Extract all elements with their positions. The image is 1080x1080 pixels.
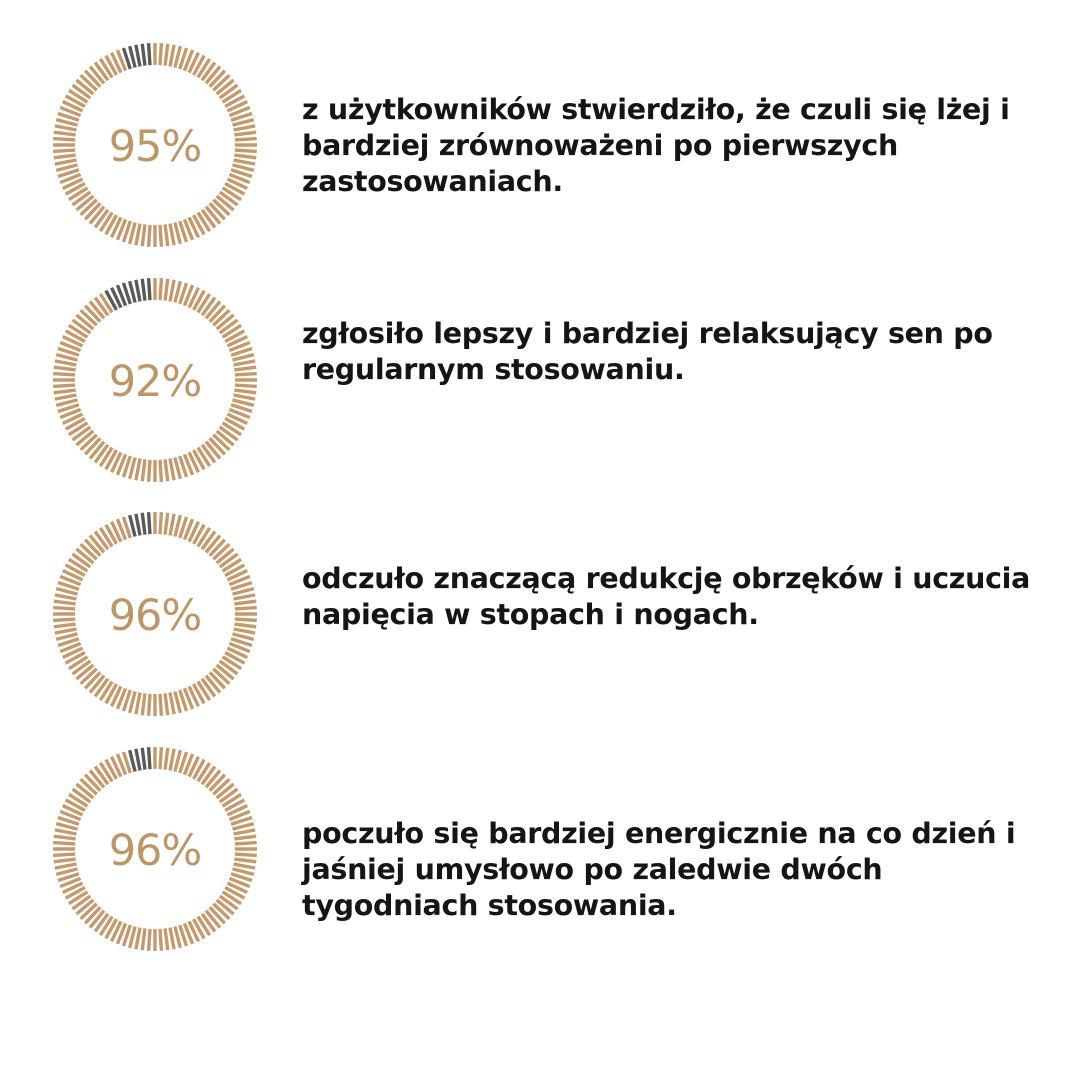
gauge-tick-filled xyxy=(142,459,145,481)
gauge-tick-filled xyxy=(160,225,161,247)
gauge-tick-filled xyxy=(55,160,77,164)
gauge-tick-filled xyxy=(165,459,168,481)
gauge-tick-filled xyxy=(234,126,256,130)
percent-gauge xyxy=(52,746,258,952)
percent-gauge xyxy=(52,277,258,483)
gauge-tick-filled xyxy=(53,854,75,855)
gauge-tick-filled xyxy=(165,513,168,535)
gauge-label: 96% xyxy=(108,826,202,876)
gauge-tick-filled xyxy=(160,43,161,65)
gauge-tick-filled xyxy=(160,747,161,769)
gauge-tick-remaining xyxy=(149,747,150,769)
gauge-tick-filled xyxy=(234,132,256,135)
gauge-tick-filled xyxy=(234,367,256,370)
gauge-tick-filled xyxy=(55,595,77,599)
gauge-tick-filled xyxy=(234,361,256,365)
gauge-tick-filled xyxy=(170,459,174,481)
gauge-tick-filled xyxy=(234,864,256,868)
gauge-tick-filled xyxy=(53,619,75,620)
gauge-tick-filled xyxy=(170,693,174,715)
gauge-tick-filled xyxy=(54,836,76,839)
gauge-tick-filled xyxy=(160,512,161,534)
gauge-tick-filled xyxy=(149,694,150,716)
gauge-tick-filled xyxy=(234,624,256,627)
gauge-tick-filled xyxy=(54,601,76,604)
gauge-tick-filled xyxy=(149,460,150,482)
gauge-tick-filled xyxy=(55,629,77,633)
gauge-tick-filled xyxy=(235,619,257,620)
gauge-tick-filled xyxy=(170,224,174,246)
gauge-tick-filled xyxy=(234,395,256,399)
gauge-tick-filled xyxy=(54,624,76,627)
gauge-tick-filled xyxy=(53,374,75,375)
percent-gauge xyxy=(52,42,258,248)
gauge-tick-filled xyxy=(234,601,256,604)
gauge-tick-filled xyxy=(235,385,257,386)
gauge-tick-filled xyxy=(53,139,75,140)
gauge-tick-filled xyxy=(165,693,168,715)
gauge-tick-filled xyxy=(160,460,161,482)
gauge-label: 96% xyxy=(108,591,202,641)
gauge-tick-remaining xyxy=(149,278,150,300)
gauge-tick-filled xyxy=(234,859,256,862)
gauge-tick-filled xyxy=(235,139,257,140)
gauge-tick-filled xyxy=(136,459,140,481)
gauge-tick-filled xyxy=(55,864,77,868)
gauge-tick-filled xyxy=(149,225,150,247)
gauge-tick-remaining xyxy=(142,279,145,301)
gauge-tick-filled xyxy=(165,279,168,301)
gauge-tick-filled xyxy=(55,395,77,399)
gauge-tick-filled xyxy=(142,928,145,950)
stat-description: z użytkowników stwierdziło, że czuli się lżej i bardziej zrównoważeni po pierwszych zastosowaniach. xyxy=(302,93,1010,198)
gauge-tick-filled xyxy=(170,280,174,302)
gauge-tick-filled xyxy=(235,150,257,151)
gauge-tick-filled xyxy=(170,514,174,536)
gauge-tick-filled xyxy=(165,748,168,770)
gauge-tick-remaining xyxy=(136,45,140,67)
gauge-tick-remaining xyxy=(149,43,150,65)
gauge-tick-filled xyxy=(149,929,150,951)
gauge-tick-filled xyxy=(234,629,256,633)
gauge-tick-remaining xyxy=(136,280,140,302)
gauge-tick-filled xyxy=(54,390,76,393)
gauge-tick-remaining xyxy=(136,749,140,771)
gauge-tick-filled xyxy=(235,843,257,844)
gauge-tick-remaining xyxy=(142,748,145,770)
gauge-tick-filled xyxy=(234,830,256,834)
gauge-svg xyxy=(52,746,258,952)
gauge-tick-filled xyxy=(234,595,256,599)
gauge-tick-filled xyxy=(165,224,168,246)
gauge-tick-filled xyxy=(170,749,174,771)
gauge-tick-filled xyxy=(160,278,161,300)
gauge-tick-filled xyxy=(136,928,140,950)
gauge-label: 92% xyxy=(108,357,202,407)
gauge-tick-filled xyxy=(235,608,257,609)
stat-description: poczuło się bardziej energicznie na co dzień i jaśniej umysłowo po zaledwie dwóch tygodniach stosowania. xyxy=(302,817,1016,922)
gauge-tick-filled xyxy=(136,224,140,246)
gauge-tick-filled xyxy=(160,929,161,951)
gauge-svg xyxy=(52,42,258,248)
gauge-tick-filled xyxy=(235,374,257,375)
gauge-tick-filled xyxy=(54,367,76,370)
gauge-tick-filled xyxy=(142,224,145,246)
gauge-tick-filled xyxy=(234,160,256,164)
gauge-tick-filled xyxy=(142,693,145,715)
gauge-tick-filled xyxy=(235,854,257,855)
gauge-tick-filled xyxy=(234,155,256,158)
gauge-tick-filled xyxy=(53,385,75,386)
stat-description: zgłosiło lepszy i bardziej relaksujący sen po regularnym stosowaniu. xyxy=(302,317,993,386)
gauge-tick-filled xyxy=(160,694,161,716)
gauge-tick-filled xyxy=(165,928,168,950)
gauge-tick-filled xyxy=(55,126,77,130)
gauge-label: 95% xyxy=(108,122,202,172)
gauge-tick-filled xyxy=(55,830,77,834)
gauge-tick-filled xyxy=(234,390,256,393)
gauge-tick-remaining xyxy=(136,514,140,536)
gauge-tick-filled xyxy=(53,843,75,844)
gauge-tick-filled xyxy=(55,361,77,365)
gauge-tick-remaining xyxy=(149,512,150,534)
gauge-svg xyxy=(52,277,258,483)
stat-description: odczuło znaczącą redukcję obrzęków i uczucia napięcia w stopach i nogach. xyxy=(302,562,1031,631)
gauge-tick-filled xyxy=(53,150,75,151)
gauge-tick-filled xyxy=(54,155,76,158)
gauge-svg xyxy=(52,511,258,717)
gauge-tick-filled xyxy=(136,693,140,715)
gauge-tick-filled xyxy=(54,132,76,135)
gauge-tick-remaining xyxy=(142,44,145,66)
gauge-tick-remaining xyxy=(142,513,145,535)
gauge-tick-filled xyxy=(170,45,174,67)
percent-gauge xyxy=(52,511,258,717)
gauge-tick-filled xyxy=(54,859,76,862)
gauge-tick-filled xyxy=(53,608,75,609)
gauge-tick-filled xyxy=(234,836,256,839)
gauge-tick-filled xyxy=(165,44,168,66)
gauge-tick-filled xyxy=(170,928,174,950)
